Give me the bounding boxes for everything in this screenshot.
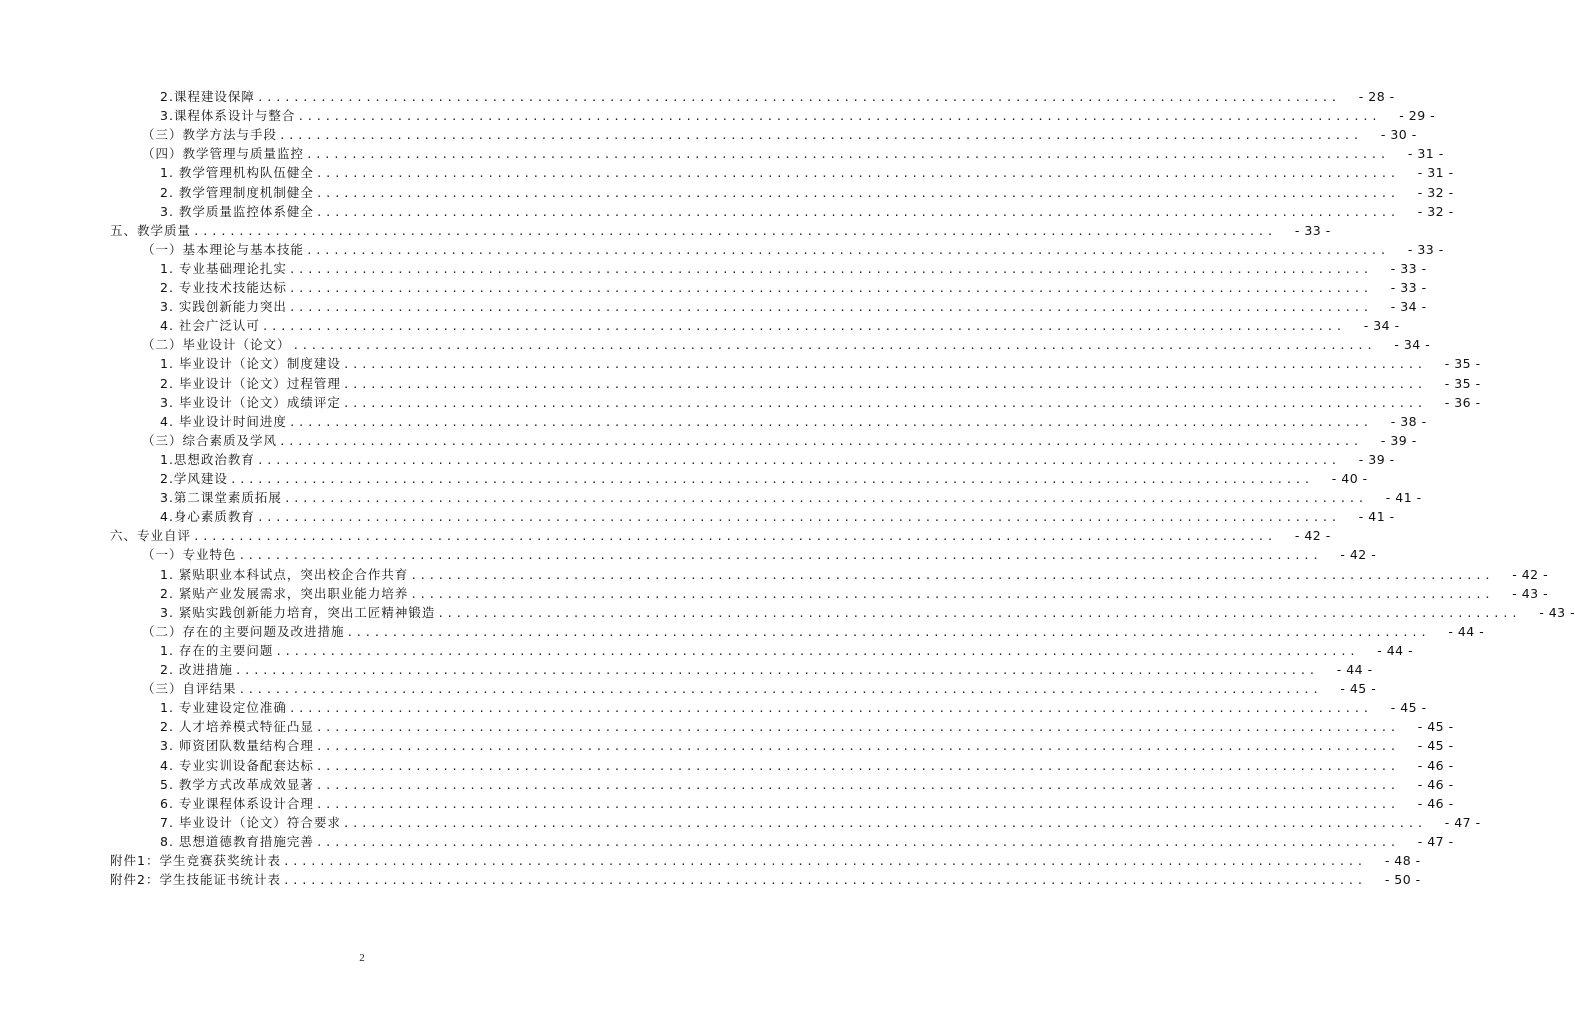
toc-dot-leader: ........................................................................................................................ <box>288 702 1372 716</box>
toc-entry-title: 6. 专业课程体系设计合理 <box>160 795 314 811</box>
toc-entry[interactable] <box>142 431 1417 450</box>
toc-entry[interactable] <box>160 565 1549 584</box>
toc-entry-title: 附件2：学生技能证书统计表 <box>110 872 281 888</box>
toc-dot-leader: ........................................................................................................................ <box>234 664 1318 677</box>
toc-entry[interactable] <box>160 488 1422 507</box>
toc-dot-leader: ........................................................................................................................ <box>288 301 1372 315</box>
toc-entry[interactable] <box>160 507 1395 526</box>
toc-entry[interactable] <box>160 259 1427 278</box>
toc-entry-title: 2. 改进措施 <box>160 662 233 677</box>
toc-dot-leader: ........................................................................................................................ <box>292 339 1376 353</box>
toc-entry-title: 4. 专业实训设备配套达标 <box>160 757 314 773</box>
toc-entry-title: 六、专业自评 <box>110 528 192 544</box>
toc-dot-leader: ........................................................................................................................ <box>315 778 1399 792</box>
toc-entry-title: 2. 教学管理制度机制健全 <box>160 184 314 200</box>
toc-dot-leader: ........................................................................................................................ <box>288 415 1372 429</box>
toc-entry-title: （一）基本理论与基本技能 <box>142 241 305 257</box>
toc-entry-page: - 30 - <box>1380 127 1417 143</box>
toc-entry[interactable] <box>160 813 1481 832</box>
toc-entry-title: （一）专业特色 <box>142 547 237 563</box>
toc-dot-leader: ........................................................................................................................ <box>315 759 1399 773</box>
toc-entry[interactable] <box>142 125 1417 144</box>
toc-entry-title: 7. 毕业设计（论文）符合要求 <box>160 814 341 830</box>
toc-entry[interactable] <box>142 144 1444 163</box>
toc-entry-title: 3. 实践创新能力突出 <box>160 299 287 315</box>
toc-entry-title: 4. 毕业设计时间进度 <box>160 413 287 429</box>
toc-entry-page: - 41 - <box>1385 490 1422 506</box>
page-number-footer: 2 <box>359 952 365 964</box>
toc-dot-leader: ........................................................................................................................ <box>342 358 1426 372</box>
toc-entry-page: - 44 - <box>1448 623 1485 639</box>
toc-entry[interactable] <box>160 450 1395 469</box>
toc-entry-title: 5. 教学方式改革成效显著 <box>160 776 314 792</box>
toc-entry-page: - 29 - <box>1399 108 1436 124</box>
toc-entry-page: - 48 - <box>1384 853 1421 868</box>
toc-dot-leader: ........................................................................................................................ <box>193 224 1276 238</box>
toc-entry-title: 4.身心素质教育 <box>160 509 255 525</box>
toc-dot-leader: ........................................................................................................................ <box>282 874 1366 888</box>
toc-entry-title: 2. 毕业设计（论文）过程管理 <box>160 375 341 391</box>
toc-entry[interactable] <box>160 316 1400 335</box>
toc-entry-page: - 42 - <box>1340 547 1377 563</box>
toc-entry-title: 1.思想政治教育 <box>160 451 255 467</box>
toc-entry-page: - 33 - <box>1294 222 1331 238</box>
toc-dot-leader: ........................................................................................................................ <box>315 835 1399 849</box>
toc-dot-leader: ........................................................................................................................ <box>282 855 1366 868</box>
toc-dot-leader: ........................................................................................................................ <box>410 587 1494 601</box>
toc-entry-title: 2. 紧贴产业发展需求，突出职业能力培养 <box>160 585 409 601</box>
toc-dot-leader: ........................................................................................................................ <box>238 549 1322 563</box>
toc-entry[interactable] <box>160 756 1454 775</box>
toc-entry[interactable] <box>142 335 1431 354</box>
toc-entry[interactable] <box>160 641 1414 660</box>
toc-entry-title: 2. 人才培养模式特征凸显 <box>160 719 314 735</box>
toc-entry[interactable] <box>160 106 1436 125</box>
toc-dot-leader: ........................................................................................................................ <box>283 492 1367 506</box>
toc-entry-title: 3. 毕业设计（论文）成绩评定 <box>160 394 341 410</box>
toc-dot-leader: ........................................................................................................................ <box>275 644 1359 658</box>
toc-entry-page: - 46 - <box>1417 776 1454 792</box>
toc-entry-title: 3.课程体系设计与整合 <box>160 108 296 124</box>
toc-entry-title: 1. 紧贴职业本科试点，突出校企合作共育 <box>160 566 409 582</box>
toc-dot-leader: ........................................................................................................................ <box>315 797 1399 811</box>
toc-dot-leader: ........................................................................................................................ <box>229 473 1313 486</box>
toc-entry-title: 3.第二课堂素质拓展 <box>160 490 282 506</box>
toc-entry[interactable] <box>160 183 1454 202</box>
toc-entry-page: - 42 - <box>1512 566 1549 582</box>
toc-entry-page: - 44 - <box>1336 662 1373 677</box>
toc-dot-leader: ........................................................................................................................ <box>256 511 1340 525</box>
toc-entry[interactable] <box>142 545 1377 564</box>
toc-entry-title: 8. 思想道德教育措施完善 <box>160 833 314 849</box>
toc-entry-page: - 50 - <box>1384 872 1421 888</box>
toc-entry-title: （二）毕业设计（论文） <box>142 337 291 353</box>
toc-entry-page: - 35 - <box>1444 375 1481 391</box>
toc-entry[interactable] <box>160 603 1575 622</box>
toc-entry-page: - 34 - <box>1363 318 1400 334</box>
toc-dot-leader: ........................................................................................................................ <box>315 721 1399 735</box>
toc-entry-page: - 34 - <box>1390 299 1427 315</box>
toc-entry-page: - 47 - <box>1444 814 1481 830</box>
toc-entry-page: - 31 - <box>1407 146 1444 162</box>
toc-entry[interactable] <box>160 660 1373 679</box>
toc-entry[interactable] <box>160 717 1454 736</box>
toc-entry-page: - 38 - <box>1390 413 1427 429</box>
toc-entry-title: （三）教学方法与手段 <box>142 127 278 143</box>
toc-entry[interactable] <box>142 240 1444 259</box>
toc-entry-page: - 41 - <box>1358 509 1395 525</box>
toc-entry-title: 1. 专业基础理论扎实 <box>160 260 287 276</box>
toc-entry[interactable] <box>160 278 1427 297</box>
toc-dot-leader: ........................................................................................................................ <box>306 148 1389 162</box>
toc-entry-page: - 47 - <box>1417 833 1454 849</box>
toc-entry[interactable] <box>160 354 1481 373</box>
toc-dot-leader: ........................................................................................................................ <box>342 377 1426 391</box>
toc-entry[interactable] <box>110 221 1331 240</box>
toc-entry[interactable] <box>160 794 1454 813</box>
toc-dot-leader: ........................................................................................................................ <box>315 167 1399 181</box>
toc-entry-title: 3. 教学质量监控体系健全 <box>160 203 314 219</box>
toc-entry[interactable] <box>110 851 1421 870</box>
toc-dot-leader: ........................................................................................................................ <box>193 530 1276 544</box>
toc-entry-page: - 42 - <box>1294 528 1331 544</box>
toc-entry[interactable] <box>160 775 1454 794</box>
toc-entry-title: （三）自评结果 <box>142 681 237 697</box>
toc-entry-page: - 43 - <box>1539 604 1575 620</box>
toc-entry-page: - 45 - <box>1417 738 1454 754</box>
toc-entry-page: - 32 - <box>1417 184 1454 200</box>
toc-dot-leader: ........................................................................................................................ <box>410 568 1494 582</box>
toc-dot-leader: ........................................................................................................................ <box>315 740 1399 754</box>
toc-dot-leader: ........................................................................................................................ <box>437 606 1521 620</box>
toc-entry-title: 2.学风建设 <box>160 471 228 486</box>
toc-entry[interactable] <box>160 584 1549 603</box>
toc-entry[interactable] <box>160 412 1427 431</box>
toc-entry-page: - 44 - <box>1377 642 1414 658</box>
toc-dot-leader: ........................................................................................................................ <box>279 129 1362 143</box>
toc-entry[interactable] <box>160 698 1427 717</box>
toc-entry-title: （四）教学管理与质量监控 <box>142 146 305 162</box>
toc-entry-page: - 46 - <box>1417 757 1454 773</box>
toc-dot-leader: ........................................................................................................................ <box>256 91 1340 104</box>
toc-entry-page: - 39 - <box>1380 432 1417 448</box>
toc-entry-title: 2.课程建设保障 <box>160 89 255 104</box>
toc-entry[interactable] <box>160 374 1481 393</box>
toc-dot-leader: ........................................................................................................................ <box>288 282 1372 295</box>
toc-entry-page: - 40 - <box>1331 471 1368 486</box>
toc-entry-page: - 39 - <box>1358 451 1395 467</box>
toc-entry[interactable] <box>160 832 1454 851</box>
toc-dot-leader: ........................................................................................................................ <box>306 243 1389 257</box>
toc-dot-leader: ........................................................................................................................ <box>238 683 1322 697</box>
toc-entry[interactable] <box>142 622 1485 641</box>
toc-entry-title: 1. 教学管理机构队伍健全 <box>160 165 314 181</box>
toc-entry-page: - 33 - <box>1390 260 1427 276</box>
toc-entry-page: - 35 - <box>1444 356 1481 372</box>
toc-dot-leader: ........................................................................................................................ <box>288 262 1372 276</box>
toc-entry-title: 2. 专业技术技能达标 <box>160 280 287 295</box>
toc-entry-page: - 45 - <box>1417 719 1454 735</box>
toc-entry[interactable] <box>160 736 1454 755</box>
toc-entry[interactable] <box>160 202 1454 221</box>
toc-entry-title: 1. 存在的主要问题 <box>160 642 274 658</box>
toc-entry[interactable] <box>160 297 1427 316</box>
toc-dot-leader: ........................................................................................................................ <box>315 186 1399 200</box>
toc-dot-leader: ........................................................................................................................ <box>279 434 1362 448</box>
toc-entry-page: - 45 - <box>1340 681 1377 697</box>
toc-entry-title: 3. 师资团队数量结构合理 <box>160 738 314 754</box>
toc-dot-leader: ........................................................................................................................ <box>315 205 1399 219</box>
toc-entry-page: - 43 - <box>1512 585 1549 601</box>
toc-entry-title: （二）存在的主要问题及改进措施 <box>142 623 345 639</box>
toc-dot-leader: ........................................................................................................................ <box>256 453 1340 467</box>
toc-entry-title: 五、教学质量 <box>110 222 192 238</box>
toc-entry-page: - 36 - <box>1444 394 1481 410</box>
toc-entry[interactable] <box>160 163 1454 182</box>
toc-dot-leader: ........................................................................................................................ <box>342 396 1426 410</box>
toc-entry-page: - 33 - <box>1390 280 1427 295</box>
toc-entry-title: 1. 专业建设定位准确 <box>160 700 287 716</box>
toc-entry-page: - 46 - <box>1417 795 1454 811</box>
toc-entry-page: - 31 - <box>1417 165 1454 181</box>
toc-dot-leader: ........................................................................................................................ <box>342 816 1426 830</box>
toc-entry-page: - 45 - <box>1390 700 1427 716</box>
toc-entry-page: - 33 - <box>1407 241 1444 257</box>
toc-dot-leader: ........................................................................................................................ <box>297 110 1381 124</box>
toc-entry-page: - 32 - <box>1417 203 1454 219</box>
toc-entry-title: （三）综合素质及学风 <box>142 432 278 448</box>
toc-dot-leader: ........................................................................................................................ <box>261 320 1345 334</box>
toc-entry[interactable] <box>142 679 1377 698</box>
toc-entry[interactable] <box>160 469 1368 488</box>
toc-dot-leader: ........................................................................................................................ <box>346 625 1430 639</box>
toc-entry[interactable] <box>110 870 1421 889</box>
toc-entry-title: 1. 毕业设计（论文）制度建设 <box>160 356 341 372</box>
toc-entry[interactable] <box>160 87 1395 106</box>
toc-entry-title: 4. 社会广泛认可 <box>160 318 260 334</box>
toc-entry-title: 附件1：学生竞赛获奖统计表 <box>110 853 281 868</box>
toc-entry-title: 3. 紧贴实践创新能力培育，突出工匠精神锻造 <box>160 604 436 620</box>
toc-entry[interactable] <box>160 393 1481 412</box>
toc-entry-page: - 28 - <box>1358 89 1395 104</box>
toc-entry-page: - 34 - <box>1394 337 1431 353</box>
toc-entry[interactable] <box>110 526 1331 545</box>
